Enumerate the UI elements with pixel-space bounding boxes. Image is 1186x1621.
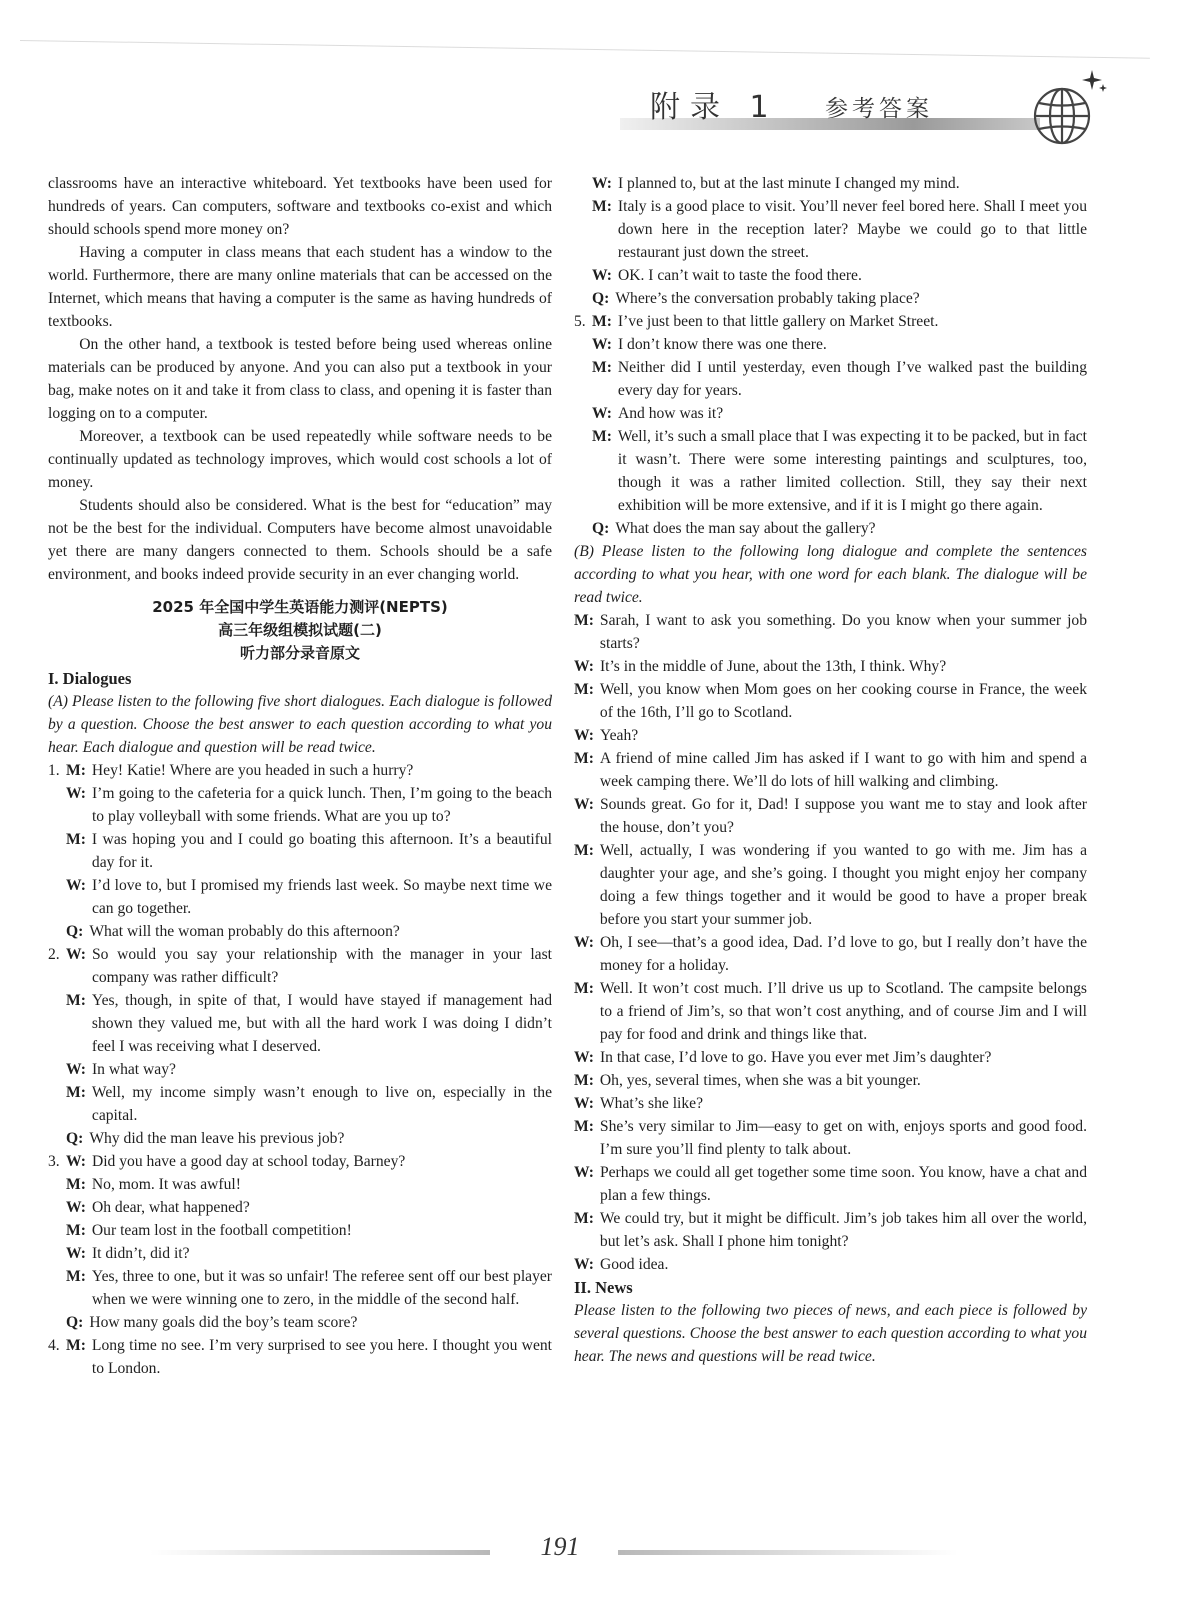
speaker-label: M: <box>592 198 612 215</box>
question-text: Where’s the conversation probably taking place? <box>615 290 920 307</box>
dialogue-line <box>48 1334 552 1380</box>
essay-paragraph: classrooms have an interactive whiteboard. Yet textbooks have been used for hundreds of years. Can computers, software and textbooks co-exist and which should schools spend more money on? <box>48 175 552 238</box>
speaker-label: M: <box>66 1268 86 1285</box>
speaker-label: M: <box>574 1072 594 1089</box>
dialogue-line <box>48 989 552 1058</box>
speaker-label: M: <box>592 359 612 376</box>
dialogue-text: And how was it? <box>617 405 724 422</box>
header-rule <box>20 40 1150 59</box>
speaker-label: W: <box>592 405 612 422</box>
item-number: 2. <box>48 946 60 963</box>
appendix-title: 附录 1 <box>650 90 779 125</box>
question-label: Q: <box>66 1314 84 1331</box>
dialogue-text: Well, you know when Mom goes on her cooking course in France, the week of the 16th, I’ll go to Scotland. <box>599 681 1087 721</box>
dialogue-line <box>48 943 552 989</box>
question-text: How many goals did the boy’s team score? <box>89 1314 358 1331</box>
essay-paragraph: Students should also be considered. What is the best for “education” may not be the best for the individual. Computers have become almost unavoidable yet there are many dangers connected to them. Schools should be a safe environment, and books indeed provide security in an ever changing world. <box>48 497 552 583</box>
dialogue-text: In that case, I’d love to go. Have you ever met Jim’s daughter? <box>599 1049 992 1066</box>
globe-icon <box>1030 68 1108 148</box>
dialogue-text: Yes, three to one, but it was so unfair! The referee sent off our best player when we were winning one to zero, in the middle of the second half. <box>91 1268 552 1308</box>
speaker-label: M: <box>66 1176 86 1193</box>
speaker-label: M: <box>592 313 612 330</box>
dialogue-text: Good idea. <box>599 1256 669 1273</box>
speaker-label: W: <box>574 1256 594 1273</box>
speaker-label: M: <box>574 980 594 997</box>
test-title-line: 2025 年全国中学生英语能力测评(NEPTS) <box>152 598 448 616</box>
essay-paragraph: Moreover, a textbook can be used repeatedly while software needs to be continually updated as technology improves, which would cost schools a lot of money. <box>48 428 552 491</box>
dialogue-text: I’ve just been to that little gallery on Market Street. <box>617 313 939 330</box>
dialogue-text: Oh, yes, several times, when she was a bit younger. <box>599 1072 921 1089</box>
question-line <box>574 287 1087 310</box>
right-column <box>574 172 1087 1368</box>
page-number: 191 <box>540 1532 580 1561</box>
dialogue-line <box>48 1081 552 1127</box>
speaker-label: M: <box>574 1210 594 1227</box>
item-number: 1. <box>48 762 60 779</box>
speaker-label: M: <box>574 750 594 767</box>
dialogue-line <box>574 195 1087 264</box>
dialogue-line <box>574 1161 1087 1207</box>
dialogue-line <box>574 931 1087 977</box>
question-text: Why did the man leave his previous job? <box>89 1130 345 1147</box>
dialogue-line <box>574 793 1087 839</box>
speaker-label: M: <box>574 612 594 629</box>
dialogue-text: I’m going to the cafeteria for a quick lunch. Then, I’m going to the beach to play volleyball with some friends. What are you up to? <box>91 785 552 825</box>
dialogue-text: A friend of mine called Jim has asked if I want to go with him and spend a week camping there. We’ll do lots of hill walking and climbing. <box>599 750 1087 790</box>
speaker-label: W: <box>66 1061 86 1078</box>
dialogue-text: It didn’t, did it? <box>91 1245 190 1262</box>
dialogue-line <box>48 828 552 874</box>
dialogue-text: Hey! Katie! Where are you headed in such a hurry? <box>91 762 414 779</box>
dialogue-text: I was hoping you and I could go boating this afternoon. It’s a beautiful day for it. <box>91 831 552 871</box>
dialogue-text: Sarah, I want to ask you something. Do you know when your summer job starts? <box>599 612 1087 652</box>
instructions-a: (A) Please listen to the following five short dialogues. Each dialogue is followed by a question. Choose the best answer to each question according to what you hear. Each dialogue and question will be read twice. <box>48 693 552 756</box>
appendix-subtitle: 参考答案 <box>825 96 933 122</box>
dialogue-text: Oh dear, what happened? <box>91 1199 250 1216</box>
essay-paragraph: On the other hand, a textbook is tested before being used whereas online materials can be produced by anyone. And you can also put a textbook in your bag, make notes on it and take it from class to class, and opening it is faster than logging on to a computer. <box>48 336 552 422</box>
dialogue-text: Long time no see. I’m very surprised to see you here. I thought you went to London. <box>91 1337 552 1377</box>
essay-paragraph: Having a computer in class means that each student has a window to the world. Furthermore, there are many online materials that can be accessed on the Internet, which means that having a computer is the same as having hundreds of textbooks. <box>48 244 552 330</box>
dialogue-line <box>574 724 1087 747</box>
speaker-label: W: <box>592 267 612 284</box>
dialogue-text: I’d love to, but I promised my friends last week. So maybe next time we can go together. <box>91 877 552 917</box>
dialogue-line <box>574 356 1087 402</box>
dialogue-line <box>574 425 1087 517</box>
dialogue-text: Well. It won’t cost much. I’ll drive us up to Scotland. The campsite belongs to a friend of Jim’s, so that won’t cost anything, and of course Jim and I will pay for food and drink and things like that. <box>599 980 1087 1043</box>
dialogue-line <box>574 1253 1087 1276</box>
dialogue-line <box>48 1196 552 1219</box>
instructions-news: Please listen to the following two pieces of news, and each piece is followed by several questions. Choose the best answer to each question according to what you hear. The news and questions will be read twice. <box>574 1302 1087 1365</box>
dialogue-text: OK. I can’t wait to taste the food there. <box>617 267 862 284</box>
question-text: What does the man say about the gallery? <box>615 520 876 537</box>
instructions-b: (B) Please listen to the following long dialogue and complete the sentences according to what you hear, with one word for each blank. The dialogue will be read twice. <box>574 543 1087 606</box>
speaker-label: M: <box>66 762 86 779</box>
dialogue-line <box>48 759 552 782</box>
speaker-label: M: <box>574 681 594 698</box>
footer-rule-left <box>150 1550 490 1555</box>
sparkle-icon <box>1082 70 1107 92</box>
speaker-label: W: <box>592 175 612 192</box>
speaker-label: M: <box>66 992 86 1009</box>
dialogue-text: I planned to, but at the last minute I changed my mind. <box>617 175 960 192</box>
section-heading-news: II. News <box>574 1278 633 1297</box>
speaker-label: M: <box>66 1222 86 1239</box>
dialogue-text: Perhaps we could all get together some time soon. You know, have a chat and plan a few things. <box>599 1164 1087 1204</box>
dialogue-line <box>574 1092 1087 1115</box>
speaker-label: M: <box>66 1337 86 1354</box>
dialogue-line <box>574 747 1087 793</box>
dialogue-text: Our team lost in the football competition! <box>91 1222 352 1239</box>
footer-rule-right <box>618 1550 958 1555</box>
speaker-label: W: <box>574 796 594 813</box>
dialogue-line <box>48 782 552 828</box>
question-line <box>48 920 552 943</box>
speaker-label: W: <box>66 1245 86 1262</box>
item-number: 5. <box>574 313 586 330</box>
speaker-label: W: <box>574 1095 594 1112</box>
dialogue-line <box>48 874 552 920</box>
dialogue-text: Sounds great. Go for it, Dad! I suppose you want me to stay and look after the house, don’t you? <box>599 796 1087 836</box>
dialogue-text: She’s very similar to Jim—easy to get on with, enjoys sports and good food. I’m sure you’ll find plenty to talk about. <box>599 1118 1087 1158</box>
question-label: Q: <box>592 290 610 307</box>
dialogue-text: I don’t know there was one there. <box>617 336 827 353</box>
speaker-label: W: <box>66 1199 86 1216</box>
question-line <box>48 1311 552 1334</box>
dialogue-line <box>574 310 1087 333</box>
speaker-label: M: <box>574 842 594 859</box>
speaker-label: W: <box>574 727 594 744</box>
dialogue-line <box>574 1207 1087 1253</box>
speaker-label: W: <box>592 336 612 353</box>
speaker-label: W: <box>66 877 86 894</box>
dialogue-line <box>574 1046 1087 1069</box>
dialogue-line <box>574 1069 1087 1092</box>
speaker-label: W: <box>574 658 594 675</box>
question-line <box>48 1127 552 1150</box>
dialogue-text: So would you say your relationship with the manager in your last company was rather difficult? <box>91 946 552 986</box>
dialogue-line <box>574 333 1087 356</box>
dialogue-text: Well, my income simply wasn’t enough to live on, especially in the capital. <box>91 1084 552 1124</box>
dialogue-text: No, mom. It was awful! <box>91 1176 241 1193</box>
speaker-label: M: <box>574 1118 594 1135</box>
dialogue-text: Neither did I until yesterday, even though I’ve walked past the building every day for years. <box>617 359 1087 399</box>
speaker-label: W: <box>574 1049 594 1066</box>
dialogue-line <box>574 264 1087 287</box>
dialogue-line <box>574 172 1087 195</box>
speaker-label: M: <box>592 428 612 445</box>
dialogue-text: Italy is a good place to visit. You’ll never feel bored here. Shall I meet you down here in the reception later? Maybe we could go to that little restaurant just down the street. <box>617 198 1087 261</box>
question-label: Q: <box>592 520 610 537</box>
dialogue-line <box>574 678 1087 724</box>
question-text: What will the woman probably do this afternoon? <box>89 923 400 940</box>
test-title-line: 高三年级组模拟试题(二) <box>218 621 382 639</box>
left-column <box>48 172 552 1380</box>
section-heading-dialogues: I. Dialogues <box>48 669 132 688</box>
dialogue-text: Well, it’s such a small place that I was expecting it to be packed, but in fact it wasn’t. There were some interesting paintings and sculptures, too, though it was a rather limited collection. Still, they say their next exhibition will be more extensive, and if it is I might go there again. <box>617 428 1087 514</box>
test-title <box>48 596 552 665</box>
question-label: Q: <box>66 1130 84 1147</box>
speaker-label: W: <box>66 946 86 963</box>
dialogue-line <box>48 1219 552 1242</box>
dialogue-text: Yeah? <box>599 727 639 744</box>
long-dialogue <box>574 609 1087 1276</box>
dialogue-line <box>48 1265 552 1311</box>
dialogue-line <box>574 655 1087 678</box>
dialogue-line <box>574 977 1087 1046</box>
speaker-label: W: <box>66 1153 86 1170</box>
speaker-label: M: <box>66 1084 86 1101</box>
dialogue-line <box>48 1173 552 1196</box>
dialogue-line <box>48 1150 552 1173</box>
item-number: 4. <box>48 1337 60 1354</box>
test-title-line: 听力部分录音原文 <box>239 644 360 662</box>
dialogue-line <box>48 1242 552 1265</box>
dialogue-text: It’s in the middle of June, about the 13th, I think. Why? <box>599 658 947 675</box>
dialogue-text: Oh, I see—that’s a good idea, Dad. I’d love to go, but I really don’t have the money for a holiday. <box>599 934 1087 974</box>
dialogue-text: Well, actually, I was wondering if you wanted to go with me. Jim has a daughter your age, and she’s going. I thought you might enjoy her company doing a few things together and it would be good to have a proper break before you start your summer job. <box>599 842 1087 928</box>
dialogue-line <box>574 609 1087 655</box>
item-number: 3. <box>48 1153 60 1170</box>
speaker-label: W: <box>66 785 86 802</box>
dialogue-text: We could try, but it might be difficult. Jim’s job takes him all over the world, but let’s ask. Shall I phone him tonight? <box>599 1210 1087 1250</box>
question-label: Q: <box>66 923 84 940</box>
dialogue-text: Did you have a good day at school today, Barney? <box>91 1153 406 1170</box>
question-line <box>574 517 1087 540</box>
speaker-label: W: <box>574 934 594 951</box>
speaker-label: W: <box>574 1164 594 1181</box>
dialogue-line <box>48 1058 552 1081</box>
dialogue-line <box>574 1115 1087 1161</box>
dialogue-text: In what way? <box>91 1061 176 1078</box>
dialogue-text: Yes, though, in spite of that, I would have stayed if management had shown they valued me, but with all the hard work I was doing I didn’t feel I was receiving what I deserved. <box>91 992 552 1055</box>
dialogue-line <box>574 402 1087 425</box>
dialogue-line <box>574 839 1087 931</box>
speaker-label: M: <box>66 831 86 848</box>
dialogue-text: What’s she like? <box>599 1095 703 1112</box>
